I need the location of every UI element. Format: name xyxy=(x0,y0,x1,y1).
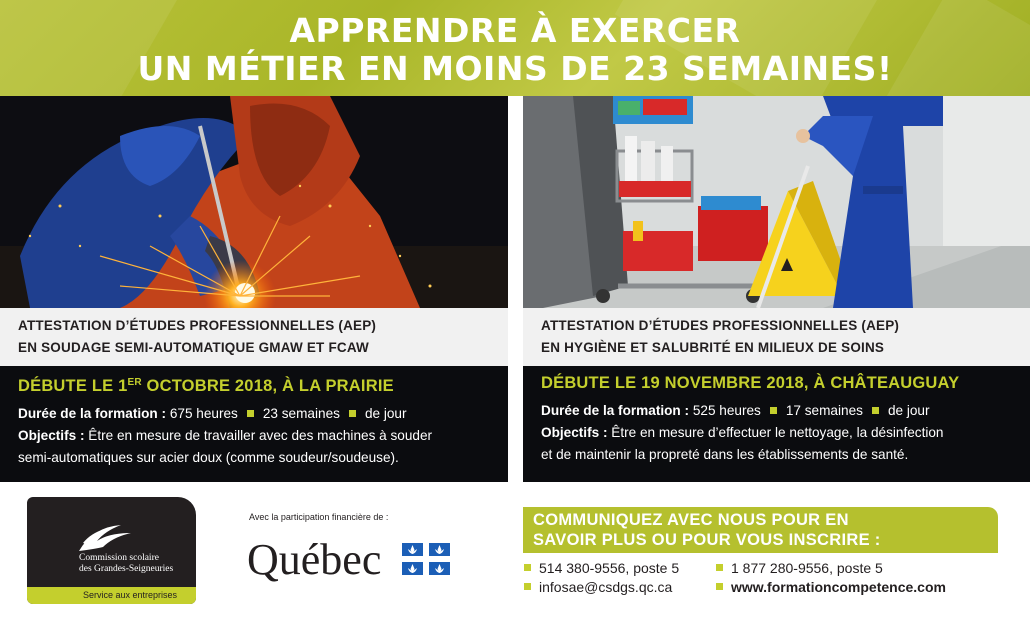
logo-service-label: Service aux entreprises xyxy=(27,587,196,604)
csdgs-logo[interactable] xyxy=(27,497,196,604)
schedule: de jour xyxy=(364,406,407,421)
financial-note: Avec la participation financière de : xyxy=(249,512,389,522)
start-date xyxy=(18,372,508,397)
email-link[interactable] xyxy=(524,578,672,596)
schedule: de jour xyxy=(887,403,930,418)
start-date-prefix: DÉBUTE LE 1 xyxy=(18,377,128,395)
duration-weeks: 23 semaines xyxy=(262,406,340,421)
objectives-label: Objectifs : xyxy=(18,428,85,443)
objectives-line-2: semi-automatiques sur acier doux (comme soudeur/soudeuse). xyxy=(18,450,399,465)
website-link[interactable] xyxy=(716,578,946,596)
bullet-square xyxy=(770,407,777,414)
phone-tollfree[interactable] xyxy=(716,559,883,577)
bullet-square xyxy=(872,407,879,414)
phone-tollfree-text: 1 877 280-9556, poste 5 xyxy=(731,560,883,576)
website-text: www.formationcompetence.com xyxy=(731,579,946,595)
duration-label: Durée de la formation : xyxy=(541,403,690,418)
quebec-wordmark: Québec xyxy=(247,535,382,584)
bullet-square xyxy=(716,564,723,571)
quebec-flag-icon xyxy=(402,543,450,575)
program-title-band xyxy=(523,308,1030,366)
duration-line xyxy=(541,400,1030,422)
bullet-square xyxy=(524,564,531,571)
program-card-hygiene xyxy=(523,96,1030,482)
program-card-welding xyxy=(0,96,508,482)
logo-org-name xyxy=(79,553,173,575)
start-date: DÉBUTE LE 19 NOVEMBRE 2018, À CHÂTEAUGUAY xyxy=(541,374,960,392)
cta-line-2: SAVOIR PLUS OU POUR VOUS INSCRIRE : xyxy=(533,531,881,549)
program-title-line-2: EN HYGIÈNE ET SALUBRITÉ EN MILIEUX DE SOINS xyxy=(541,340,885,355)
welder-photo xyxy=(0,96,508,308)
objectives-text-1: Être en mesure d’effectuer le nettoyage, la désinfection xyxy=(611,425,944,440)
email-text: infosae@csdgs.qc.ca xyxy=(539,579,673,595)
start-date-suffix: OCTOBRE 2018, À LA PRAIRIE xyxy=(141,377,394,395)
logo-org-line-1: Commission scolaire xyxy=(79,553,159,563)
bullet-square xyxy=(524,583,531,590)
bird-logo-icon xyxy=(75,521,135,555)
bullet-square xyxy=(716,583,723,590)
duration-weeks: 17 semaines xyxy=(785,403,863,418)
program-title-line-1: ATTESTATION D’ÉTUDES PROFESSIONNELLES (AEP) xyxy=(18,318,377,333)
cleaning-cart-photo xyxy=(523,96,1030,308)
duration-line xyxy=(18,403,508,425)
bullet-square xyxy=(247,410,254,417)
duration-hours: 675 heures xyxy=(169,406,238,421)
bullet-square xyxy=(349,410,356,417)
objectives-line-2: et de maintenir la propreté dans les établissements de santé. xyxy=(541,447,909,462)
duration-label: Durée de la formation : xyxy=(18,406,167,421)
program-details xyxy=(523,366,1030,482)
cta-line-1: COMMUNIQUEZ AVEC NOUS POUR EN xyxy=(533,511,849,529)
objectives-line-1 xyxy=(541,422,1030,444)
program-title-line-1: ATTESTATION D’ÉTUDES PROFESSIONNELLES (AEP) xyxy=(541,318,900,333)
logo-org-line-2: des Grandes-Seigneuries xyxy=(79,564,174,574)
program-title-line-2: EN SOUDAGE SEMI-AUTOMATIQUE GMAW ET FCAW xyxy=(18,340,369,355)
header-banner xyxy=(0,0,1030,96)
phone-local[interactable] xyxy=(524,559,679,577)
objectives-line-1 xyxy=(18,425,508,447)
phone-local-text: 514 380-9556, poste 5 xyxy=(539,560,680,576)
contact-cta-banner xyxy=(523,507,998,553)
duration-hours: 525 heures xyxy=(692,403,761,418)
objectives-text-1: Être en mesure de travailler avec des machines à souder xyxy=(88,428,433,443)
program-title-band xyxy=(0,308,508,366)
program-details xyxy=(0,366,508,482)
start-date-ordinal: ER xyxy=(127,377,142,388)
panel-divider xyxy=(508,96,523,482)
headline-line-2: UN MÉTIER EN MOINS DE 23 SEMAINES! xyxy=(137,49,893,88)
headline-line-1: APPRENDRE À EXERCER xyxy=(289,11,741,50)
objectives-label: Objectifs : xyxy=(541,425,608,440)
